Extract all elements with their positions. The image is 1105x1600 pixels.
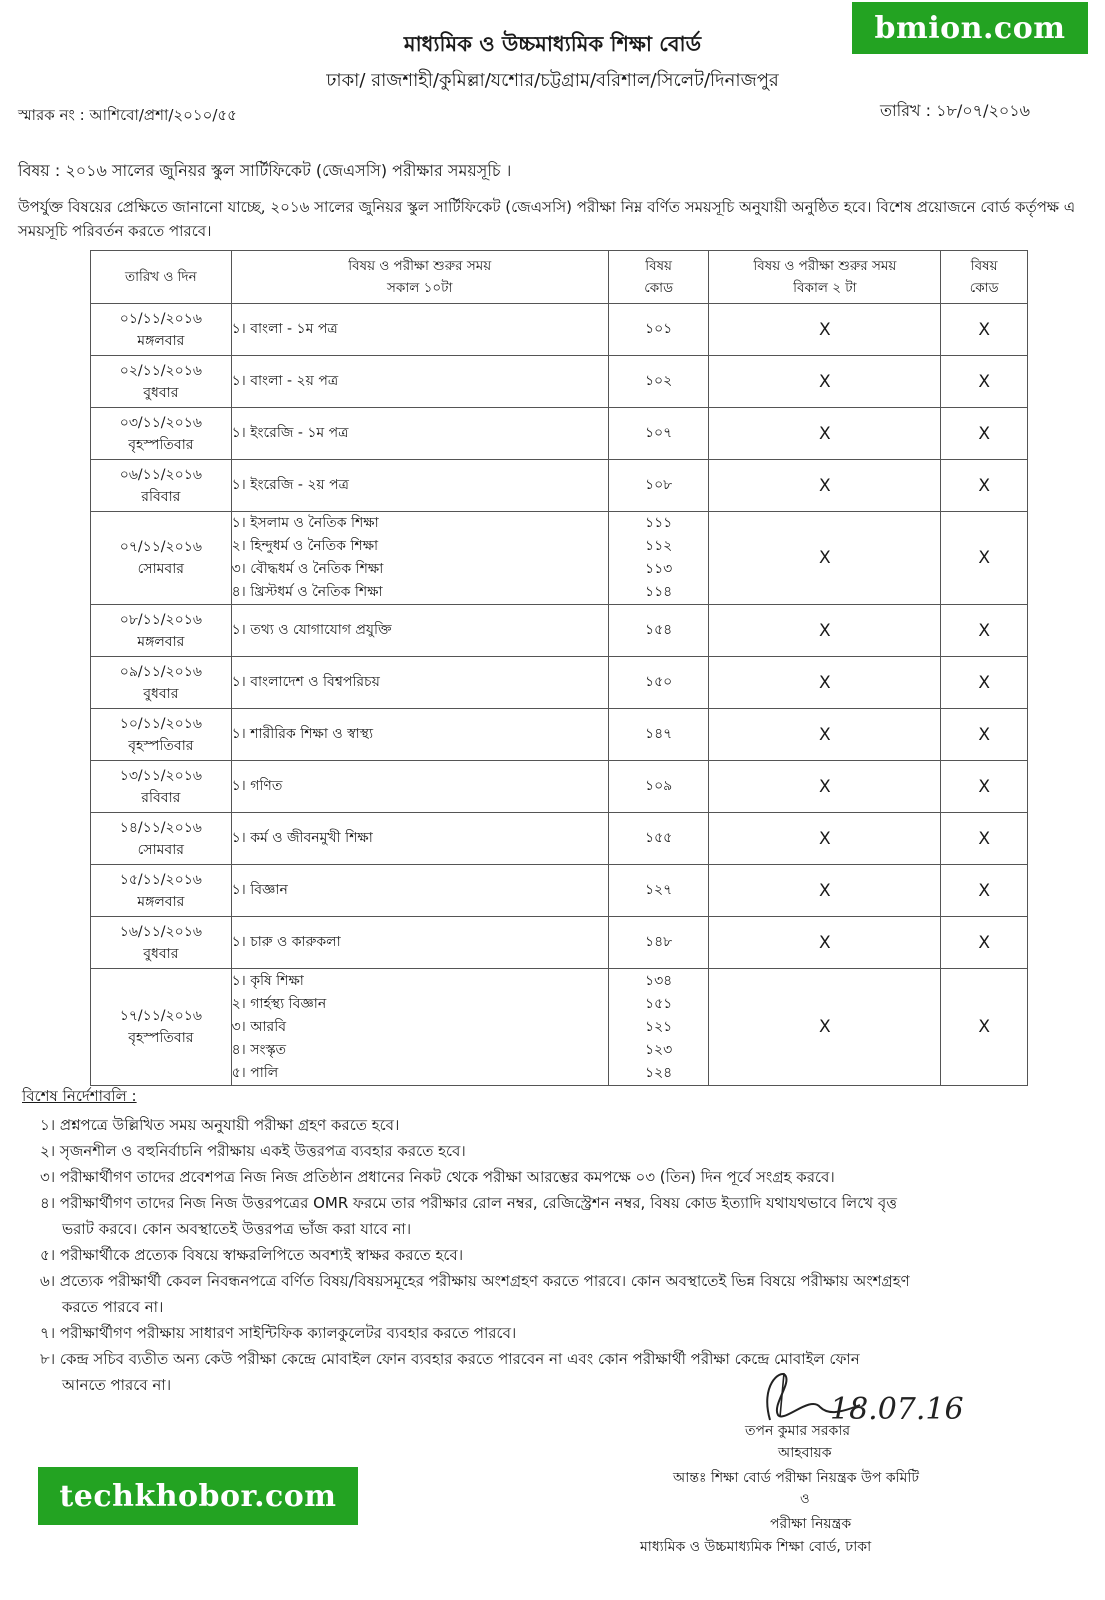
cell-codes (608, 304, 709, 356)
cell-codes (608, 813, 709, 865)
subject-code: ১১৪ (644, 584, 673, 600)
subject-name: ১। গণিত (231, 778, 283, 794)
cell-afternoon-code-none: X (941, 408, 1028, 460)
subject-line: বিষয় : ২০১৬ সালের জুনিয়র স্কুল সার্টিফিকেট (জেএসসি) পরীক্ষার সময়সূচি । (18, 161, 512, 180)
letter-date: তারিখ : ১৮/০৭/২০১৬ (880, 101, 1031, 120)
cell-subjects (231, 512, 608, 605)
cell-afternoon-code-none: X (941, 917, 1028, 969)
table-row (91, 813, 1028, 865)
exam-date: ০৩/১১/২০১৬ (119, 414, 202, 431)
cell-date-day (91, 356, 232, 408)
exam-date: ১৫/১১/২০১৬ (119, 871, 202, 888)
subject-name: ৪। খ্রিস্টধর্ম ও নৈতিক শিক্ষা (231, 584, 383, 600)
cell-afternoon-code-none: X (941, 813, 1028, 865)
table-row (91, 917, 1028, 969)
cell-afternoon-code-none: X (941, 460, 1028, 512)
special-instructions (22, 1085, 1092, 1398)
cell-subjects (231, 356, 608, 408)
cell-afternoon-none: X (709, 917, 941, 969)
table-row (91, 304, 1028, 356)
exam-day: বৃহস্পতিবার (128, 1030, 194, 1046)
instruction-text: কেন্দ্র সচিব ব্যতীত অন্য কেউ পরীক্ষা কেন্দ্রে মোবাইল ফোন ব্যবহার করতে পারবেন না এবং কোন পরীক্ষার্থী পরীক্ষা কেন্দ্রে মোবাইল ফোন (59, 1350, 860, 1368)
cell-afternoon-code-none: X (941, 304, 1028, 356)
instruction-number: ৫। (40, 1246, 56, 1264)
cell-subjects (231, 969, 608, 1086)
cell-afternoon-code-none: X (941, 709, 1028, 761)
exam-date: ০৮/১১/২০১৬ (119, 611, 202, 628)
instruction-number: ৪। (40, 1194, 56, 1212)
subject-code: ১০৮ (644, 477, 673, 493)
cell-afternoon-none: X (709, 969, 941, 1086)
cell-date-day (91, 408, 232, 460)
cell-codes (608, 605, 709, 657)
instruction-text: সৃজনশীল ও বহুনির্বাচনি পরীক্ষায় একই উত্তরপত্র ব্যবহার করতে হবে। (59, 1142, 466, 1160)
table-body (91, 304, 1028, 1086)
cell-codes (608, 408, 709, 460)
subject-name: ১। বিজ্ঞান (231, 882, 288, 898)
subject-name: ১। কর্ম ও জীবনমুখী শিক্ষা (231, 830, 373, 846)
instruction-text-continued: ভরাট করবে। কোন অবস্থাতেই উত্তরপত্র ভাঁজ করা যাবে না। (62, 1220, 412, 1238)
instruction-text: পরীক্ষার্থীগণ তাদের প্রবেশপত্র নিজ নিজ প্রতিষ্ঠান প্রধানের নিকট থেকে পরীক্ষা আরম্ভের কমপক্ষে ০৩ (তিন) দিন পূর্বে সংগ্রহ করবে। (59, 1168, 835, 1186)
cell-afternoon-code-none: X (941, 761, 1028, 813)
header-afternoon: বিষয় ও পরীক্ষা শুরুর সময় বিকাল ২ টা (709, 251, 941, 304)
cell-date-day (91, 605, 232, 657)
subject-code: ১১৩ (644, 561, 673, 577)
exam-date: ১৬/১১/২০১৬ (119, 923, 202, 940)
exam-date: ০১/১১/২০১৬ (119, 310, 202, 327)
memo-number: স্মারক নং : আশিবো/প্রশা/২০১০/৫৫ (18, 106, 237, 124)
exam-day: বৃহস্পতিবার (128, 436, 194, 453)
subject-code: ১২৭ (644, 882, 673, 898)
subject-code: ১৫৫ (644, 830, 673, 846)
subject-code: ১১২ (644, 538, 673, 554)
instruction-number: ৭। (40, 1324, 56, 1342)
exam-day: রবিবার (141, 488, 181, 505)
subject-name: ১। বাংলাদেশ ও বিশ্বপরিচয় (231, 674, 380, 690)
signature-handwritten-date: 18.07.16 (830, 1392, 964, 1427)
signatory-committee: আন্তঃ শিক্ষা বোর্ড পরীক্ষা নিয়ন্ত্রক উপ কমিটি (673, 1470, 920, 1486)
cell-subjects (231, 917, 608, 969)
subject-name: ২। গার্হস্থ্য বিজ্ঞান (231, 995, 327, 1012)
instructions-title: বিশেষ নির্দেশাবলি : (22, 1087, 137, 1105)
subject-code: ১৩৪ (644, 972, 673, 989)
cell-afternoon-none: X (709, 356, 941, 408)
exam-day: বুধবার (143, 945, 179, 962)
cell-date-day (91, 813, 232, 865)
cell-afternoon-none: X (709, 761, 941, 813)
cell-codes (608, 969, 709, 1086)
exam-day: মঙ্গলবার (137, 633, 185, 650)
cell-afternoon-code-none: X (941, 512, 1028, 605)
cell-afternoon-code-none: X (941, 969, 1028, 1086)
subject-code: ১২৪ (644, 1064, 673, 1081)
table-row (91, 761, 1028, 813)
subject-code: ১৫৪ (644, 622, 673, 638)
instruction-item (40, 1242, 1092, 1268)
exam-date: ০৭/১১/২০১৬ (119, 539, 202, 555)
cell-afternoon-none: X (709, 605, 941, 657)
cell-codes (608, 356, 709, 408)
signatory-and: ও (800, 1492, 810, 1507)
subject-name: ১। ইসলাম ও নৈতিক শিক্ষা (231, 515, 379, 531)
cell-afternoon-none: X (709, 813, 941, 865)
header-code-2: বিষয় কোড (941, 251, 1028, 304)
subject-code: ১১১ (644, 515, 673, 531)
exam-day: সোমবার (137, 561, 184, 577)
cell-afternoon-none: X (709, 304, 941, 356)
table-row (91, 512, 1028, 605)
cell-date-day (91, 969, 232, 1086)
cell-subjects (231, 657, 608, 709)
table-header-row (91, 251, 1028, 304)
instruction-text: পরীক্ষার্থীকে প্রত্যেক বিষয়ে স্বাক্ষরলিপিতে অবশ্যই স্বাক্ষর করতে হবে। (59, 1246, 464, 1264)
exam-day: বৃহস্পতিবার (128, 737, 194, 754)
exam-date: ১৪/১১/২০১৬ (119, 819, 202, 836)
header-morning: বিষয় ও পরীক্ষা শুরুর সময় সকাল ১০টা (231, 251, 608, 304)
board-name: মাধ্যমিক ও উচ্চমাধ্যমিক শিক্ষা বোর্ড (403, 32, 702, 56)
exam-day: বুধবার (143, 685, 179, 702)
cell-date-day (91, 460, 232, 512)
cell-subjects (231, 865, 608, 917)
cell-afternoon-none: X (709, 865, 941, 917)
subject-name: ৩। বৌদ্ধধর্ম ও নৈতিক শিক্ষা (231, 561, 384, 577)
exam-day: রবিবার (141, 789, 181, 806)
subject-name: ১। কৃষি শিক্ষা (231, 972, 304, 989)
cell-codes (608, 761, 709, 813)
watermark-top: bmion.com (852, 2, 1088, 54)
table-row (91, 408, 1028, 460)
subject-name: ১। বাংলা - ২য় পত্র (231, 373, 339, 389)
instruction-number: ৩। (40, 1168, 56, 1186)
instruction-item (40, 1320, 1092, 1346)
exam-schedule-table (90, 250, 1028, 1086)
signatory-role: আহবায়ক (778, 1445, 832, 1461)
cell-codes (608, 460, 709, 512)
cell-afternoon-code-none: X (941, 657, 1028, 709)
table-row (91, 657, 1028, 709)
cell-subjects (231, 605, 608, 657)
cell-afternoon-none: X (709, 460, 941, 512)
cell-codes (608, 657, 709, 709)
cell-afternoon-code-none: X (941, 865, 1028, 917)
board-cities: ঢাকা/ রাজশাহী/কুমিল্লা/যশোর/চট্টগ্রাম/বরিশাল/সিলেট/দিনাজপুর (326, 70, 779, 91)
cell-subjects (231, 761, 608, 813)
instruction-text: পরীক্ষার্থীগণ তাদের নিজ নিজ উত্তরপত্রের OMR ফরমে তার পরীক্ষার রোল নম্বর, রেজিস্ট্রেশন নম্বর, বিষয় কোড ইত্যাদি যথাযথভাবে লিখে বৃত্ত (59, 1194, 897, 1212)
table-row (91, 605, 1028, 657)
cell-subjects (231, 460, 608, 512)
subject-code: ১৪৭ (644, 726, 673, 742)
instructions-list (22, 1112, 1092, 1398)
exam-day: সোমবার (137, 841, 184, 858)
instruction-number: ৬। (40, 1272, 56, 1290)
cell-date-day (91, 512, 232, 605)
header-date-day: তারিখ ও দিন (91, 251, 232, 304)
cell-afternoon-none: X (709, 408, 941, 460)
instruction-item (40, 1346, 1092, 1398)
subject-name: ১। ইংরেজি - ১ম পত্র (231, 425, 349, 441)
subject-code: ১০৭ (644, 425, 673, 441)
subject-name: ৪। সংস্কৃত (231, 1041, 287, 1058)
cell-codes (608, 917, 709, 969)
cell-codes (608, 865, 709, 917)
signatory-board: মাধ্যমিক ও উচ্চমাধ্যমিক শিক্ষা বোর্ড, ঢাকা (640, 1539, 872, 1555)
instruction-text-continued: আনতে পারবে না। (62, 1376, 172, 1394)
exam-day: মঙ্গলবার (137, 332, 185, 349)
exam-date: ১৩/১১/২০১৬ (119, 767, 202, 784)
subject-code: ১০১ (644, 321, 673, 337)
cell-afternoon-none: X (709, 709, 941, 761)
subject-code: ১০২ (644, 373, 673, 389)
subject-code: ১২৩ (644, 1041, 673, 1058)
instruction-text: প্রশ্নপত্রে উল্লিখিত সময় অনুযায়ী পরীক্ষা গ্রহণ করতে হবে। (59, 1116, 400, 1134)
subject-code: ১২১ (644, 1018, 673, 1035)
subject-code: ১০৯ (644, 778, 673, 794)
instruction-item (40, 1138, 1092, 1164)
table-row (91, 709, 1028, 761)
cell-subjects (231, 408, 608, 460)
exam-day: মঙ্গলবার (137, 893, 185, 910)
table-row (91, 460, 1028, 512)
cell-date-day (91, 709, 232, 761)
instruction-item (40, 1112, 1092, 1138)
exam-date: ০২/১১/২০১৬ (119, 362, 202, 379)
signatory-controller: পরীক্ষা নিয়ন্ত্রক (770, 1516, 852, 1532)
cell-date-day (91, 304, 232, 356)
subject-code: ১৫০ (644, 674, 673, 690)
instruction-text: প্রত্যেক পরীক্ষার্থী কেবল নিবন্ধনপত্রে বর্ণিত বিষয়/বিষয়সমূহের পরীক্ষায় অংশগ্রহণ করতে পারবে। কোন অবস্থাতেই ভিন্ন বিষয়ে পরীক্ষায় অংশগ্রহণ (59, 1272, 910, 1290)
subject-name: ১। ইংরেজি - ২য় পত্র (231, 477, 349, 493)
instruction-number: ৮। (40, 1350, 56, 1368)
subject-name: ৩। আরবি (231, 1018, 287, 1035)
cell-codes (608, 512, 709, 605)
table-row (91, 865, 1028, 917)
cell-afternoon-none: X (709, 657, 941, 709)
cell-afternoon-code-none: X (941, 605, 1028, 657)
table-row (91, 356, 1028, 408)
cell-date-day (91, 657, 232, 709)
instruction-item (40, 1268, 1092, 1320)
subject-name: ২। হিন্দুধর্ম ও নৈতিক শিক্ষা (231, 538, 379, 554)
subject-name: ৫। পালি (231, 1064, 279, 1081)
table-row (91, 969, 1028, 1086)
header-code: বিষয় কোড (608, 251, 709, 304)
instruction-text: পরীক্ষার্থীগণ পরীক্ষায় সাধারণ সাইন্টিফিক ক্যালকুলেটর ব্যবহার করতে পারবে। (59, 1324, 517, 1342)
cell-date-day (91, 865, 232, 917)
cell-afternoon-none: X (709, 512, 941, 605)
subject-code: ১৫১ (644, 995, 673, 1012)
watermark-bottom: techkhobor.com (38, 1467, 358, 1525)
instruction-item (40, 1190, 1092, 1242)
cell-subjects (231, 813, 608, 865)
instruction-item (40, 1164, 1092, 1190)
cell-date-day (91, 761, 232, 813)
instruction-text-continued: করতে পারবে না। (62, 1298, 164, 1316)
instruction-number: ২। (40, 1142, 56, 1160)
subject-name: ১। বাংলা - ১ম পত্র (231, 321, 338, 337)
signatory-name: তপন কুমার সরকার (745, 1423, 851, 1439)
exam-date: ০৬/১১/২০১৬ (119, 466, 202, 483)
subject-name: ১। শারীরিক শিক্ষা ও স্বাস্থ্য (231, 726, 373, 742)
cell-codes (608, 709, 709, 761)
subject-code: ১৪৮ (644, 934, 673, 950)
cell-subjects (231, 709, 608, 761)
exam-date: ১০/১১/২০১৬ (119, 715, 202, 732)
cell-subjects (231, 304, 608, 356)
exam-date: ১৭/১১/২০১৬ (119, 1008, 202, 1024)
exam-day: বুধবার (143, 384, 179, 401)
exam-date: ০৯/১১/২০১৬ (119, 663, 202, 680)
subject-name: ১। তথ্য ও যোগাযোগ প্রযুক্তি (231, 622, 392, 638)
subject-name: ১। চারু ও কারুকলা (231, 934, 341, 950)
cell-afternoon-code-none: X (941, 356, 1028, 408)
cell-date-day (91, 917, 232, 969)
instruction-number: ১। (40, 1116, 56, 1134)
intro-paragraph: উপর্যুক্ত বিষয়ের প্রেক্ষিতে জানানো যাচ্ছে, ২০১৬ সালের জুনিয়র স্কুল সার্টিফিকেট (জেএসসি) পরীক্ষা নিম্ন বর্ণিত সময়সূচি অনুযায়ী অনুষ্ঠিত হবে। বিশেষ প্রয়োজনে বোর্ড কর্তৃপক্ষ এ সময়সূচি পরিবর্তন করতে পারবে। (18, 198, 1076, 240)
